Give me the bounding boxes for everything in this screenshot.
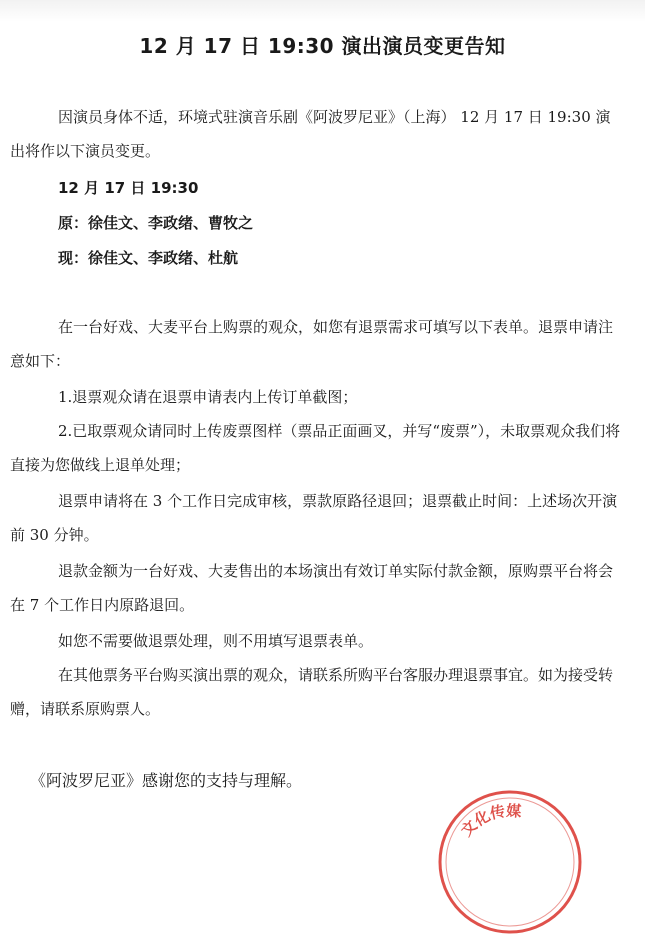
current-cast: 现：徐佳文、李政绪、杜航: [58, 249, 239, 267]
page-title: 12 月 17 日 19:30 演出演员变更告知: [139, 34, 506, 58]
seal-text: 文化传媒: [457, 801, 522, 840]
intro-paragraph: 因演员身体不适，环境式驻演音乐剧《阿波罗尼亚》（上海） 12 月 17 日 19:30 演出将作以下演员变更。: [10, 108, 611, 160]
refund-note-4: 退款金额为一台好戏、大麦售出的本场演出有效订单实际付款金额，原购票平台将会在 7 个工作日内原路退回。: [10, 562, 614, 614]
page-top-shadow: [0, 0, 645, 22]
company-seal: [430, 782, 590, 942]
refund-note-3: 退票申请将在 3 个工作日完成审核，票款原路径退回；退票截止时间：上述场次开演前 30 分钟。: [10, 492, 618, 544]
refund-note-2: 2.已取票观众请同时上传废票图样（票品正面画叉，并写“废票”），未取票观众我们将直接为您做线上退单处理；: [10, 422, 621, 474]
closing-line: 《阿波罗尼亚》感谢您的支持与理解。: [30, 771, 303, 790]
refund-intro-paragraph: 在一台好戏、大麦平台上购票的观众，如您有退票需求可填写以下表单。退票申请注意如下：: [10, 318, 614, 370]
refund-note-6: 在其他票务平台购买演出票的观众，请联系所购平台客服办理退票事宜。如为接受转赠，请联系原购票人。: [10, 666, 614, 718]
refund-note-5: 如您不需要做退票处理，则不用填写退票表单。: [58, 632, 374, 650]
change-date: 12 月 17 日 19:30: [58, 179, 199, 197]
refund-note-1: 1.退票观众请在退票申请表内上传订单截图；: [58, 388, 358, 406]
original-cast: 原：徐佳文、李政绪、曹牧之: [58, 214, 254, 232]
